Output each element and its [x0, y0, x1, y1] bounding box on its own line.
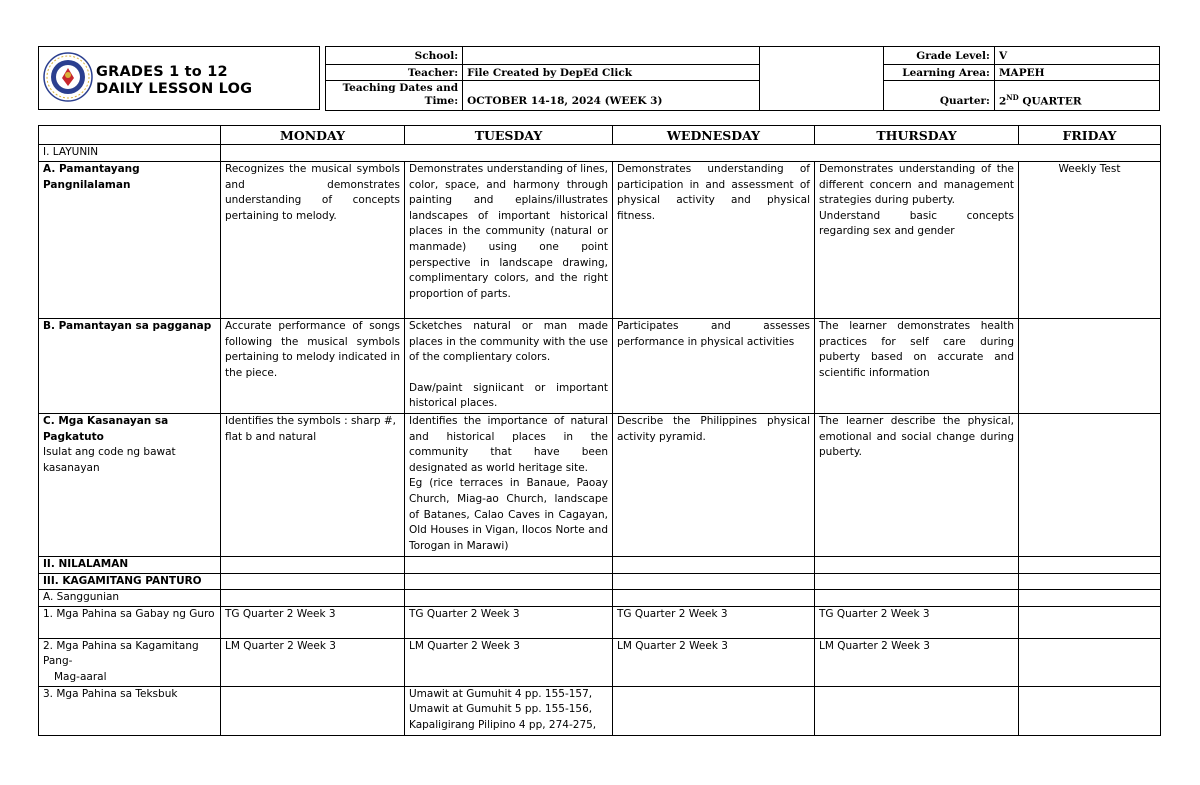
quarter-text: QUARTER — [1018, 95, 1082, 107]
cell-monday — [221, 590, 405, 607]
cell-tuesday — [405, 590, 613, 607]
row-label-teksbuk: 3. Mga Pahina sa Teksbuk — [39, 686, 221, 735]
cell-line: Understand basic concepts regarding sex and gender — [819, 209, 1014, 238]
grade-level-value: V — [994, 47, 1159, 65]
cell-wednesday — [613, 686, 815, 735]
cell-wednesday — [613, 573, 815, 590]
table-row — [39, 557, 1161, 574]
cell-line: Umawit at Gumuhit 5 pp. 155-156, — [409, 703, 593, 716]
cell-friday — [1019, 319, 1161, 414]
day-friday: FRIDAY — [1019, 126, 1161, 145]
label-line: A. Pamantayang — [43, 163, 140, 175]
cell-tuesday — [405, 557, 613, 574]
quarter-value — [994, 81, 1159, 111]
row-label-nilalaman: II. NILALAMAN — [39, 557, 221, 574]
quarter-superscript: ND — [1006, 92, 1019, 102]
cell-line: Daw/paint signiicant or important historical places. — [409, 381, 608, 410]
cell-monday: TG Quarter 2 Week 3 — [221, 606, 405, 638]
day-thursday: THURSDAY — [815, 126, 1019, 145]
cell-tuesday: TG Quarter 2 Week 3 — [405, 606, 613, 638]
cell-wednesday: Participates and assesses performance in physical activities — [613, 319, 815, 414]
label-line: C. Mga Kasanayan sa Pagkatuto — [43, 415, 169, 443]
cell-tuesday: Demonstrates understanding of lines, color, space, and harmony through painting and eplains/illustrates landscapes of important historical places in the community (natural or manmade) using one point perspective in landscape drawing, complimentary colors, and the right proportion of parts. — [405, 162, 613, 319]
cell-monday: Accurate performance of songs following the musical symbols pertaining to melody indicated in the piece. — [221, 319, 405, 414]
cell-friday — [1019, 590, 1161, 607]
day-monday: MONDAY — [221, 126, 405, 145]
learning-area-label: Learning Area: — [883, 65, 994, 81]
info-spacer — [759, 47, 883, 111]
cell-line: Scketches natural or man made places in the community with the use of the complientary colors. — [409, 320, 608, 364]
label-line: 2. Mga Pahina sa Kagamitang Pang- — [43, 639, 199, 668]
table-row — [39, 590, 1161, 607]
school-value — [463, 47, 760, 65]
cell-wednesday — [613, 590, 815, 607]
lesson-info-table — [325, 46, 1160, 111]
table-row — [39, 319, 1161, 414]
cell-wednesday: TG Quarter 2 Week 3 — [613, 606, 815, 638]
grade-level-label: Grade Level: — [883, 47, 994, 65]
cell-thursday — [815, 557, 1019, 574]
row-label-pamantayang-pangnilalaman — [39, 162, 221, 319]
row-label-mag-aaral — [39, 638, 221, 686]
label-line: Mag-aaral — [54, 670, 107, 683]
cell-monday: Recognizes the musical symbols and demonstrates understanding of concepts pertaining to melody. — [221, 162, 405, 319]
cell-line: Identifies the importance of natural and historical places in the community that have been designated as world heritage site. — [409, 415, 608, 474]
cell-line: Eg (rice terraces in Banaue, Paoay Church, Miag-ao Church, landscape of Batanes, Calao Caves in Cagayan, Old Houses in Vigan, Ilocos Norte and Torogan in Marawi) — [409, 477, 608, 552]
learning-area-value: MAPEH — [994, 65, 1159, 81]
cell-monday: Identifies the symbols : sharp #, flat b and natural — [221, 414, 405, 557]
table-row — [39, 573, 1161, 590]
cell-wednesday: LM Quarter 2 Week 3 — [613, 638, 815, 686]
table-row — [39, 414, 1161, 557]
cell-friday — [1019, 573, 1161, 590]
cell-tuesday — [405, 573, 613, 590]
deped-seal-icon — [43, 51, 93, 103]
cell-friday — [1019, 414, 1161, 557]
lesson-log-table — [38, 125, 1161, 736]
table-row — [39, 162, 1161, 319]
layunin-empty — [221, 145, 1161, 162]
row-label-pamantayan-pagganap: B. Pamantayan sa pagganap — [39, 319, 221, 414]
day-wednesday: WEDNESDAY — [613, 126, 815, 145]
day-header-row — [39, 126, 1161, 145]
cell-tuesday: LM Quarter 2 Week 3 — [405, 638, 613, 686]
teacher-value: File Created by DepEd Click — [463, 65, 760, 81]
corner-cell — [39, 126, 221, 145]
cell-monday — [221, 573, 405, 590]
cell-thursday — [815, 573, 1019, 590]
table-row — [39, 145, 1161, 162]
label-line: Pangnilalaman — [43, 178, 131, 191]
row-label-kasanayan — [39, 414, 221, 557]
dates-label-line1: Teaching Dates and — [342, 82, 459, 94]
cell-friday — [1019, 638, 1161, 686]
cell-thursday: The learner describe the physical, emotional and social change during puberty. — [815, 414, 1019, 557]
row-label-layunin: I. LAYUNIN — [39, 145, 221, 162]
label-line: Isulat ang code ng bawat kasanayan — [43, 446, 176, 474]
quarter-number: 2 — [998, 95, 1007, 107]
cell-line: Umawit at Gumuhit 4 pp. 155-157, — [409, 687, 593, 700]
page-title-line2: DAILY LESSON LOG — [96, 81, 253, 97]
cell-friday — [1019, 686, 1161, 735]
dates-label-line2: Time: — [424, 95, 459, 107]
cell-thursday — [815, 162, 1019, 319]
cell-line: Demonstrates understanding of the different concern and management strategies during puberty. — [819, 163, 1014, 207]
cell-monday — [221, 557, 405, 574]
teacher-label: Teacher: — [326, 65, 463, 81]
cell-thursday — [815, 590, 1019, 607]
cell-line: Kapaligirang Pilipino 4 pp, 274-275, — [409, 718, 597, 731]
cell-thursday: TG Quarter 2 Week 3 — [815, 606, 1019, 638]
dates-value: OCTOBER 14-18, 2024 (WEEK 3) — [463, 81, 760, 111]
table-row — [39, 606, 1161, 638]
row-label-kagamitan: III. KAGAMITANG PANTURO — [39, 573, 221, 590]
quarter-label: Quarter: — [883, 81, 994, 111]
day-tuesday: TUESDAY — [405, 126, 613, 145]
page-title-line1: GRADES 1 to 12 — [96, 64, 228, 80]
cell-monday: LM Quarter 2 Week 3 — [221, 638, 405, 686]
cell-thursday: The learner demonstrates health practices for self care during puberty based on accurate and scientific information — [815, 319, 1019, 414]
row-label-sanggunian: A. Sanggunian — [39, 590, 221, 607]
cell-monday — [221, 686, 405, 735]
cell-thursday — [815, 686, 1019, 735]
row-label-gabay: 1. Mga Pahina sa Gabay ng Guro — [39, 606, 221, 638]
dates-label — [326, 81, 463, 111]
cell-thursday: LM Quarter 2 Week 3 — [815, 638, 1019, 686]
cell-tuesday — [405, 686, 613, 735]
cell-wednesday: Demonstrates understanding of participation in and assessment of physical activity and physical fitness. — [613, 162, 815, 319]
cell-wednesday: Describe the Philippines physical activity pyramid. — [613, 414, 815, 557]
cell-wednesday — [613, 557, 815, 574]
cell-tuesday — [405, 414, 613, 557]
cell-friday — [1019, 606, 1161, 638]
table-row — [39, 686, 1161, 735]
cell-friday: Weekly Test — [1019, 162, 1161, 319]
cell-tuesday — [405, 319, 613, 414]
table-row — [39, 638, 1161, 686]
school-label: School: — [326, 47, 463, 65]
cell-friday — [1019, 557, 1161, 574]
